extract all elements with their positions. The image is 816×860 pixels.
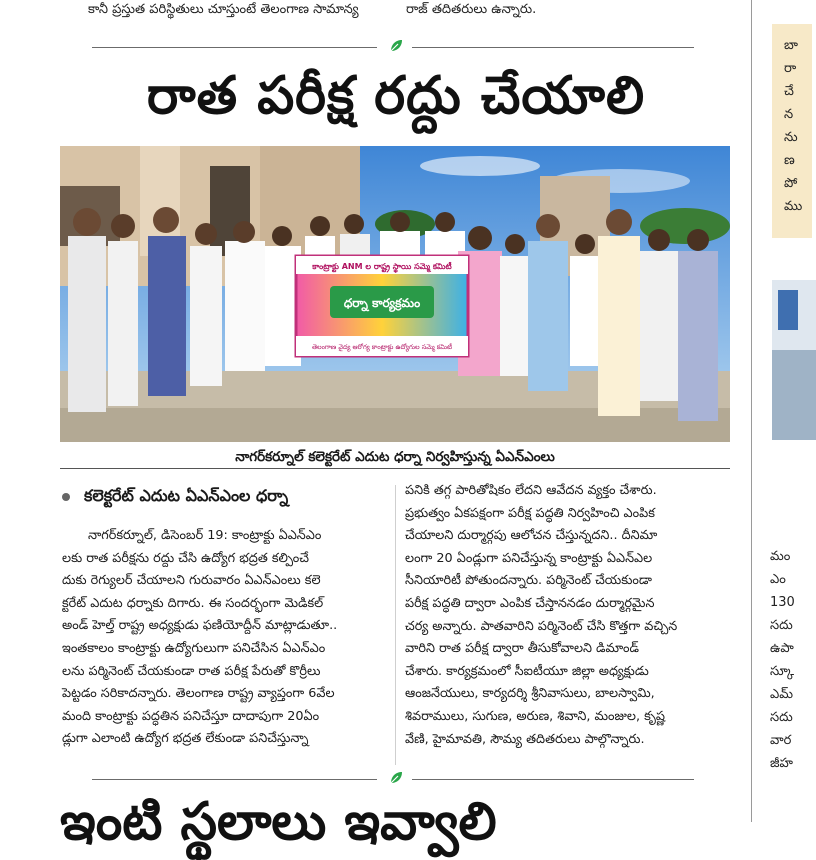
top-fragment-right: రాజ్ తదితరులు ఉన్నారు. bbox=[406, 2, 537, 17]
page-column-divider bbox=[751, 0, 752, 822]
banner-top-text: కాంట్రాక్టు ANM ల రాష్ట్ర స్థాయి సమ్మె కమిటీ bbox=[312, 262, 452, 271]
caption-rule bbox=[60, 468, 730, 469]
article-line: చేయాలని దుర్మార్గపు ఆలోచన చేస్తున్నదని.. దీనిమా bbox=[405, 528, 658, 544]
article-line: అండ్ హెల్త్ రాష్ట్ర అధ్యక్షుడు ఫణియోద్దీన్ మాట్లాడుతూ.. bbox=[62, 618, 338, 634]
article-line: వారిని రాత పరీక్ష ద్వారా తీసుకోవాలని డిమాండ్ bbox=[405, 641, 639, 657]
banner-bottom-text: తెలంగాణ వైద్య ఆరోగ్య కాంట్రాక్టు ఉద్యోగుల సమ్మె కమిటీ bbox=[311, 343, 453, 351]
news-photo bbox=[60, 146, 730, 442]
article-line: పనికి తగ్గ పారితోషికం లేదని ఆవేదన వ్యక్తం చేశారు. bbox=[405, 483, 657, 498]
bullet-dot bbox=[62, 493, 70, 501]
article-line: మంది కాంట్రాక్టు పద్ధతిన పనిచేస్తూ దాదాపుగా 20ఏం bbox=[62, 708, 320, 724]
article-line: పరీక్ష పద్ధతి ద్వారా ఎంపిక చేస్తాననడం దుర్మార్గమైన bbox=[405, 595, 655, 611]
top-fragment-left: కానీ ప్రస్తుత పరిస్థితులు చూస్తుంటే తెలంగాణ సామాన్య bbox=[88, 2, 359, 17]
next-headline: ఇంటి స్థలాలు ఇవ్వాలి bbox=[60, 792, 497, 852]
banner-main-text: ధర్నా కార్యక్రమం bbox=[343, 296, 421, 310]
article-line: వేణి, హైమావతి, సౌమ్య తదితరులు పాల్గొన్నారు. bbox=[405, 731, 645, 747]
article-line: లకు రాత పరీక్షను రద్దు చేసి ఉద్యోగ భద్రత కల్పించే bbox=[62, 550, 310, 566]
adjacent-text-top: బా రా చే న ను ణ పో ము bbox=[784, 38, 803, 214]
adjacent-column bbox=[756, 0, 803, 822]
article-line: పెట్టడం సరికాదన్నారు. తెలంగాణ రాష్ట్ర వ్యాప్తంగా 6వేల bbox=[62, 686, 335, 702]
adjacent-photo-fragment bbox=[772, 280, 816, 440]
adjacent-text-bottom: మం ఎం 130 సదు ఉపా స్కూ ఎమ్ సదు వార జీహ bbox=[770, 549, 795, 771]
subhead-text: కలెక్టరేట్ ఎదుట ఏఎన్ఎంల ధర్నా bbox=[84, 486, 289, 505]
article-subhead bbox=[62, 484, 288, 508]
article-line: చర్య అన్నారు. పాతవారిని పర్మినెంట్ చేసి కొత్తగా వచ్చిన bbox=[405, 618, 678, 634]
article-line: లను పర్మినెంట్ చేయకుండా రాత పరీక్ష పేరుతో కొర్రీలు bbox=[62, 663, 321, 679]
article-line: ప్రభుత్వం ఏకపక్షంగా పరీక్ష పద్ధతి నిర్వహించి ఎంపిక bbox=[405, 505, 655, 521]
article-line: శివరాములు, సుగుణ, అరుణ, శివాని, మంజుల, కృష్ణ bbox=[405, 708, 666, 724]
article-line: ఇంతకాలం కాంట్రాక్టు ఉద్యోగులుగా పనిచేసిన ఏఎన్ఎం bbox=[62, 640, 326, 656]
headline: రాత పరీక్ష రద్దు చేయాలి bbox=[146, 66, 646, 126]
article-line: క్టరేట్ ఎదుట ధర్నాకు దిగారు. ఈ సందర్భంగా మెడికల్ bbox=[62, 595, 324, 611]
article-line: నాగర్‌కర్నూల్, డిసెంబర్ 19: కాంట్రాక్టు ఏఎన్ఎం bbox=[88, 528, 322, 543]
article-line: దుకు రెగ్యులర్ చేయాలని గురువారం ఏఎన్ఎంలు కలె bbox=[62, 573, 321, 589]
separator-bottom-right bbox=[412, 779, 694, 780]
article-line: ఆంజనేయులు, కార్యదర్శి శ్రీనివాసులు, బాలస్వామి, bbox=[405, 686, 655, 702]
separator-bottom-left bbox=[92, 779, 377, 780]
article-column-left bbox=[62, 525, 387, 751]
article-line: సీనియారిటీ పోతుందన్నారు. పర్మినెంట్ చేయకుండా bbox=[405, 573, 652, 589]
protest-photo-illustration bbox=[60, 146, 730, 442]
article-line: చేశారు. కార్యక్రమంలో సీఐటీయూ జిల్లా అధ్యక్షుడు bbox=[405, 663, 649, 679]
article-line: లంగా 20 ఏండ్లుగా పనిచేస్తున్న కాంట్రాక్టు ఏఎన్ఎల bbox=[405, 550, 653, 566]
separator-top-left bbox=[92, 47, 377, 48]
article-line: డ్లుగా ఎలాంటి ఉద్యోగ భద్రత లేకుండా పనిచేస్తున్నా bbox=[62, 731, 309, 747]
photo-caption: నాగర్‌కర్నూల్ కలెక్టరేట్ ఎదుట ధర్నా నిర్వహిస్తున్న ఏఎన్ఎంలు bbox=[235, 449, 555, 465]
leaf-icon bbox=[388, 38, 404, 54]
column-divider bbox=[395, 485, 396, 765]
separator-top-right bbox=[412, 47, 694, 48]
article-column-right bbox=[405, 480, 730, 751]
